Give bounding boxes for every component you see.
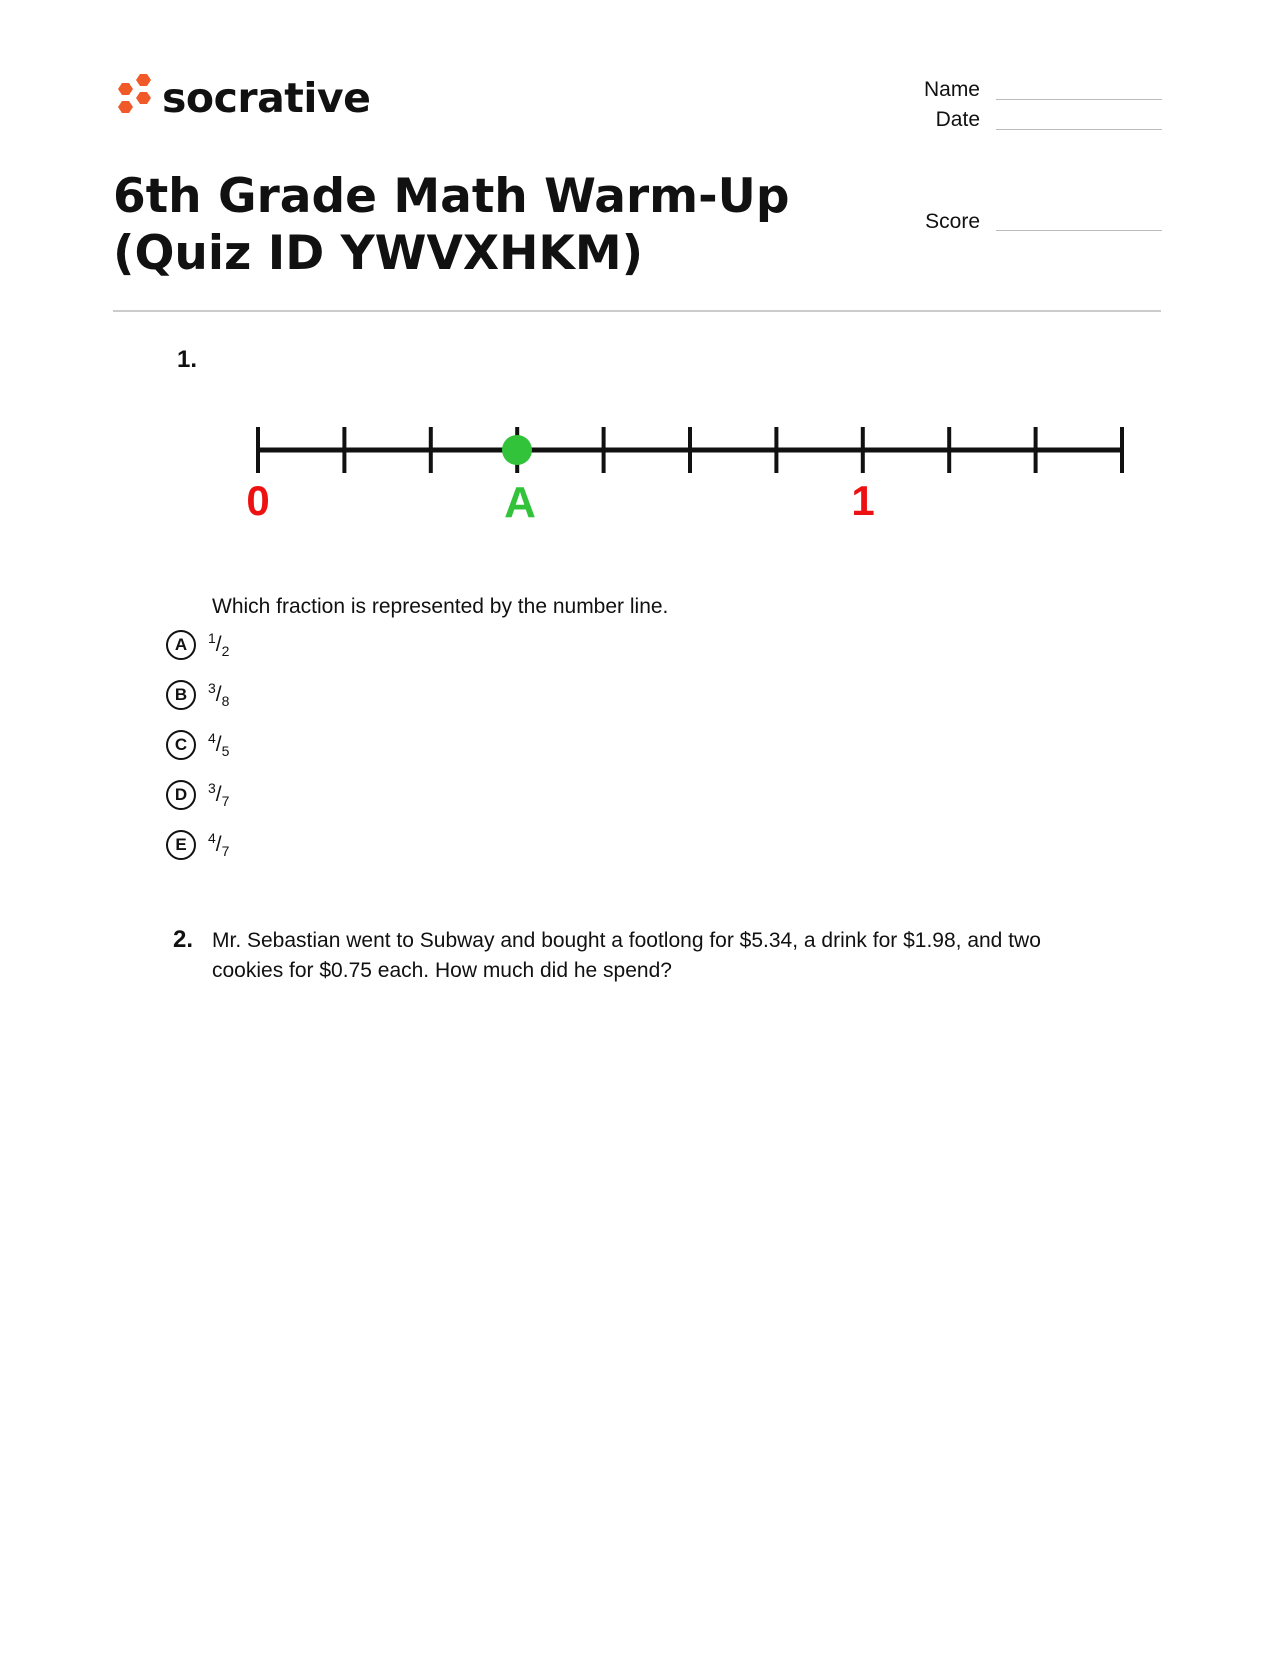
option-fraction: $^1/_2$ — [208, 630, 230, 660]
option-fraction: $^4/_7$ — [208, 830, 230, 860]
name-field[interactable] — [996, 99, 1162, 100]
number-line-figure — [240, 415, 1140, 535]
denominator: 7 — [221, 793, 230, 810]
option-letter-circle[interactable]: C — [166, 730, 196, 760]
answer-option-c[interactable] — [166, 728, 229, 762]
brand-name: socrative — [162, 74, 371, 122]
denominator: 5 — [221, 743, 230, 760]
denominator: 2 — [221, 643, 230, 660]
question-1-text: Which fraction is represented by the number line. — [212, 595, 669, 618]
name-label: Name — [923, 78, 980, 101]
option-fraction: $^3/_7$ — [208, 780, 230, 810]
divider — [113, 310, 1161, 312]
answer-option-a[interactable] — [166, 628, 229, 662]
label-a: A — [504, 478, 536, 527]
label-one: 1 — [851, 477, 875, 524]
score-label: Score — [925, 210, 980, 233]
socrative-logo-icon — [112, 72, 152, 124]
numerator: 3 — [208, 780, 216, 797]
option-letter-circle[interactable]: B — [166, 680, 196, 710]
numerator: 1 — [208, 630, 216, 647]
option-letter-circle[interactable]: E — [166, 830, 196, 860]
page-title: 6th Grade Math Warm-Up (Quiz ID YWVXHKM) — [113, 169, 790, 281]
date-field[interactable] — [996, 129, 1162, 130]
question-2-text: Mr. Sebastian went to Subway and bought a footlong for $5.34, a drink for $1.98, and two cookies for $0.75 each. How much did he spend? — [212, 929, 1041, 982]
answer-option-b[interactable] — [166, 678, 229, 712]
answer-option-d[interactable] — [166, 778, 229, 812]
numerator: 4 — [208, 730, 216, 747]
denominator: 7 — [221, 843, 230, 860]
option-fraction: $^4/_5$ — [208, 730, 230, 760]
option-letter-circle[interactable]: A — [166, 630, 196, 660]
option-fraction: $^3/_8$ — [208, 680, 230, 710]
numerator: 4 — [208, 830, 216, 847]
numerator: 3 — [208, 680, 216, 697]
point-a — [502, 435, 532, 465]
option-letter-circle[interactable]: D — [166, 780, 196, 810]
question-1-number: 1. — [177, 346, 198, 373]
date-label: Date — [935, 108, 980, 131]
label-zero: 0 — [246, 477, 270, 524]
question-2-number: 2. — [173, 926, 194, 953]
answer-option-e[interactable] — [166, 828, 229, 862]
denominator: 8 — [221, 693, 230, 710]
score-field[interactable] — [996, 230, 1162, 231]
